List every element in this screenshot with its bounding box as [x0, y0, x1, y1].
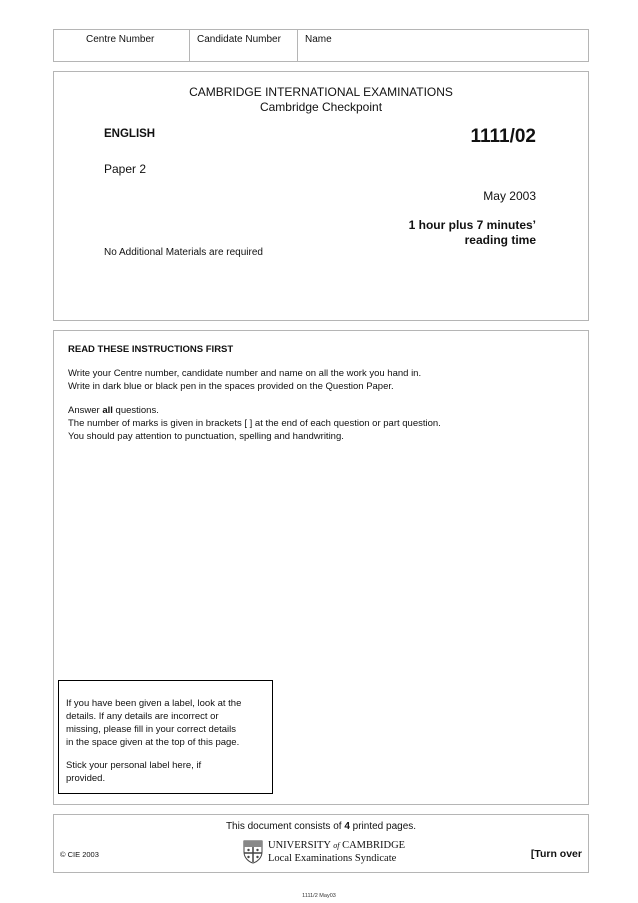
exam-date: May 2003: [483, 189, 536, 203]
instructions-heading: READ THESE INSTRUCTIONS FIRST: [68, 344, 234, 355]
page-reference: 1111/2 May03: [302, 893, 336, 899]
page-count-text: This document consists of: [225, 821, 345, 832]
paper-number: Paper 2: [104, 162, 147, 176]
label-instruction: If you have been given a label, look at the: [66, 698, 242, 709]
wordmark-of: of: [333, 841, 340, 850]
name-label: Name: [305, 34, 332, 45]
wordmark-text: UNIVERSITY: [268, 840, 331, 851]
paper-code: 1111/02: [470, 126, 536, 147]
instruction-line: You should pay attention to punctuation, spelling and handwriting.: [68, 431, 344, 442]
footer-box: [53, 814, 589, 873]
cambridge-crest-icon: [243, 840, 263, 864]
org-subtitle: Cambridge Checkpoint: [259, 100, 383, 114]
duration-line1: 1 hour plus 7 minutes’: [408, 218, 536, 232]
instruction-line: The number of marks is given in brackets [ ] at the end of each question or part question.: [68, 418, 441, 429]
instruction-line: Write your Centre number, candidate number and name on all the work you hand in.: [68, 368, 422, 379]
wordmark-text: CAMBRIDGE: [342, 840, 406, 851]
materials-note: No Additional Materials are required: [104, 247, 263, 258]
table-divider: [297, 30, 298, 61]
instruction-line: Write in dark blue or black pen in the spaces provided on the Question Paper.: [68, 381, 394, 392]
copyright-note: © CIE 2003: [60, 850, 99, 859]
candidate-details-table: [53, 29, 589, 62]
instruction-text: questions.: [112, 405, 159, 416]
candidate-number-label: Candidate Number: [197, 34, 281, 45]
org-title: CAMBRIDGE INTERNATIONAL EXAMINATIONS: [189, 85, 453, 99]
label-instruction: in the space given at the top of this page.: [66, 737, 240, 748]
label-instruction: details. If any details are incorrect or: [66, 711, 219, 722]
centre-number-label: Centre Number: [86, 34, 155, 45]
subject-title: ENGLISH: [104, 128, 156, 140]
label-instruction: Stick your personal label here, if: [66, 760, 202, 771]
university-wordmark-line2: Local Examinations Syndicate: [268, 853, 397, 864]
page-count-number: 4: [344, 821, 350, 832]
turn-over-note: [Turn over: [530, 848, 582, 860]
label-instruction: missing, please fill in your correct details: [66, 724, 237, 735]
university-wordmark-line1: [268, 840, 405, 851]
duration-line2: reading time: [464, 233, 536, 247]
instruction-text: Answer: [68, 405, 103, 416]
page-count-note: [54, 821, 588, 832]
instruction-line: [68, 405, 159, 418]
instruction-emphasis: all: [102, 405, 113, 416]
personal-label-box: [58, 680, 273, 794]
page-count-text: printed pages.: [349, 821, 417, 832]
label-instruction: provided.: [66, 773, 106, 784]
exam-title-box: [53, 71, 589, 321]
table-divider: [189, 30, 190, 61]
